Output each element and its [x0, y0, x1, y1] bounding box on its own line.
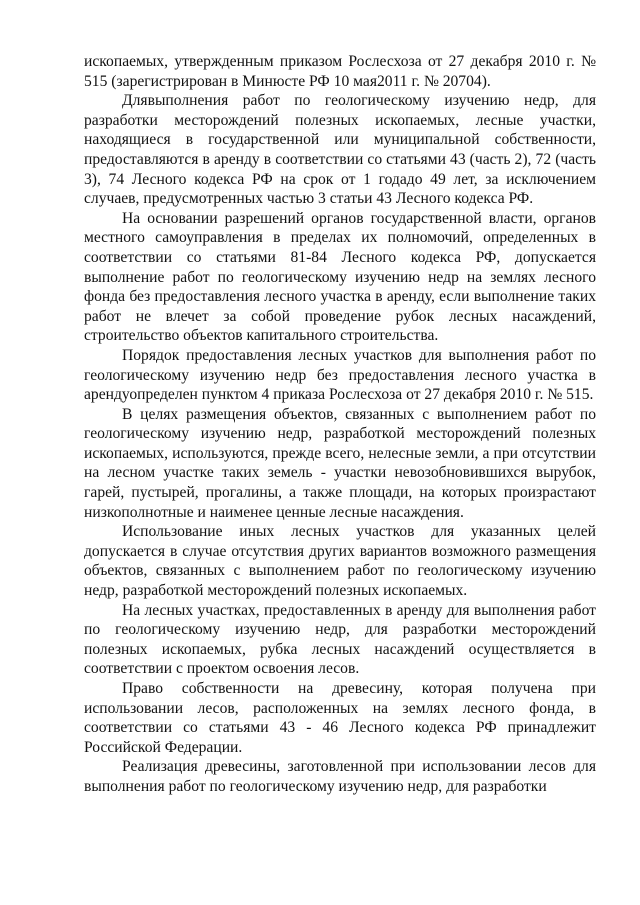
paragraph-7: На лесных участках, предоставленных в аренду для выполнения работ по геологическому изучению недр, для разработки месторождений полезных ископаемых, рубка лесных насаждений осуществляется в соответствии с проектом освоения лесов. — [84, 601, 596, 678]
paragraph-1: ископаемых, утвержденным приказом Рослесхоза от 27 декабря 2010 г. № 515 (зарегистрирован в Минюсте РФ 10 мая2011 г. № 20704). — [84, 53, 596, 90]
paragraph-8: Право собственности на древесину, которая получена при использовании лесов, расположенных на землях лесного фонда, в соответствии со статьями 43 - 46 Лесного кодекса РФ принадлежит Российской Федерации. — [84, 680, 596, 756]
document-body — [84, 52, 596, 797]
paragraph-9: Реализация древесины, заготовленной при использовании лесов для выполнения работ по геологическому изучению недр, для разработки — [84, 758, 596, 795]
paragraph-4: Порядок предоставления лесных участков для выполнения работ по геологическому изучению недр без предоставления лесного участка в арендуопределен пунктом 4 приказа Рослесхоза от 27 декабря 2010 г. № 515. — [84, 346, 596, 404]
paragraph-2: Длявыполнения работ по геологическому изучению недр, для разработки месторождений полезных ископаемых, лесные участки, находящиеся в государственной или муниципальной собственности, предоставляются в аренду в соответствии со статьями 43 (часть 2), 72 (часть 3), 74 Лесного кодекса РФ на срок от 1 годадо 49 лет, за исключением случаев, предусмотренных частью 3 статьи 43 Лесного кодекса РФ. — [84, 92, 596, 208]
paragraph-3: На основании разрешений органов государственной власти, органов местного самоуправления в пределах их полномочий, определенных в соответствии со статьями 81-84 Лесного кодекса РФ, допускается выполнение работ по геологическому изучению недр на землях лесного фонда без предоставления лесного участка в аренду, если выполнение таких работ не влечет за собой проведение рубок лесных насаждений, строительство объектов капитального строительства. — [84, 209, 596, 345]
paragraph-5: В целях размещения объектов, связанных с выполнением работ по геологическому изучению недр, разработкой месторождений полезных ископаемых, используются, прежде всего, нелесные земли, а при отсутствии на лесном участке таких земель - участки невозобновившихся вырубок, гарей, пустырей, прогалины, а также площади, на которых произрастают низкополнотные и наименее ценные лесные насаждения. — [84, 405, 596, 521]
paragraph-6: Использование иных лесных участков для указанных целей допускается в случае отсутствия других вариантов возможного размещения объектов, связанных с выполнением работ по геологическому изучению недр, разработкой месторождений полезных ископаемых. — [84, 523, 596, 600]
